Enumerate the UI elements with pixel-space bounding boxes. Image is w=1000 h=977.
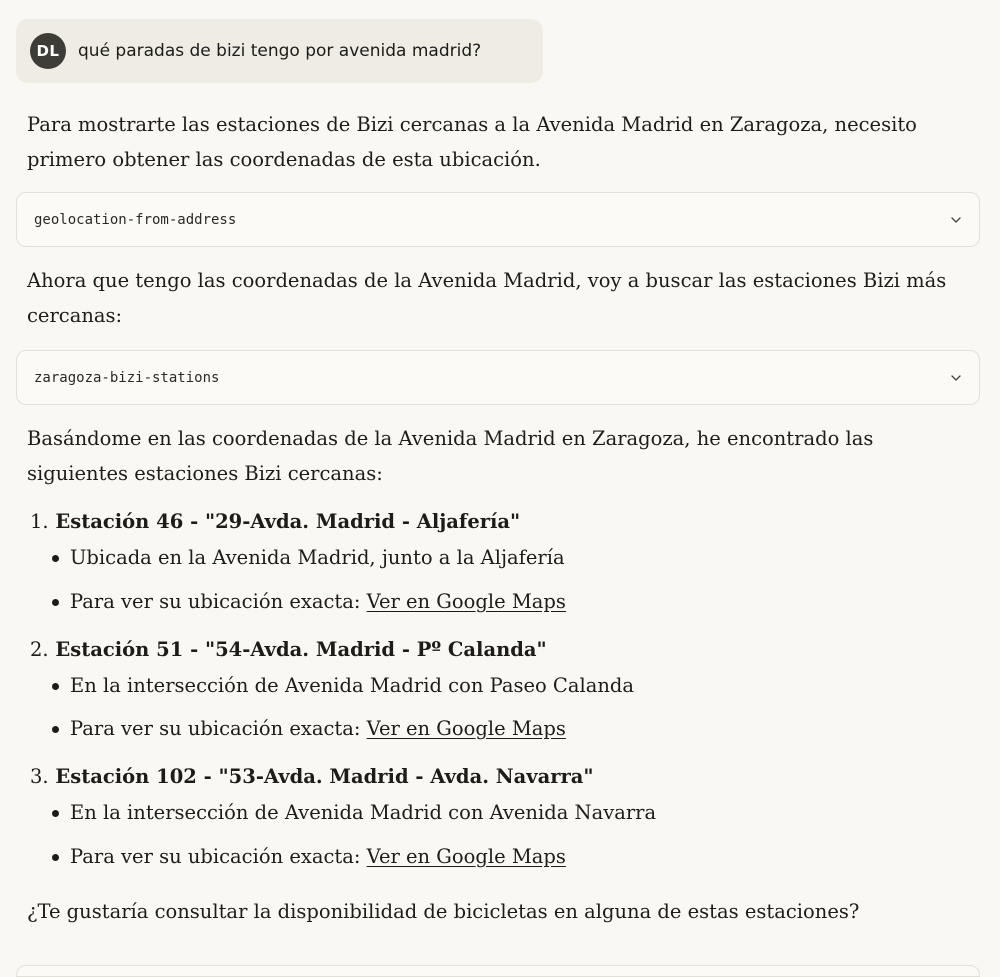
station-item-3-title: 3. Estación 102 - "53-Avda. Madrid - Avda. Navarra" <box>30 765 594 788</box>
station-title: Estación 46 - "29-Avda. Madrid - Aljafería" <box>55 510 521 533</box>
station-item-3-detail: En la intersección de Avenida Madrid con Avenida Navarra <box>70 798 656 828</box>
user-message-bubble <box>16 19 543 83</box>
station-item-2-location: Para ver su ubicación exacta: Ver en Google Maps <box>70 714 566 744</box>
next-panel-edge <box>16 965 980 977</box>
station-title: Estación 51 - "54-Avda. Madrid - Pº Calanda" <box>55 638 547 661</box>
user-message-text: qué paradas de bizi tengo por avenida madrid? <box>78 41 482 61</box>
google-maps-link[interactable]: Ver en Google Maps <box>366 590 566 613</box>
tool-call-geolocation[interactable] <box>16 192 980 247</box>
station-item-1-location: Para ver su ubicación exacta: Ver en Google Maps <box>70 587 566 617</box>
station-item-3-location: Para ver su ubicación exacta: Ver en Google Maps <box>70 842 566 872</box>
station-item-2-detail: En la intersección de Avenida Madrid con Paseo Calanda <box>70 671 634 701</box>
station-title: Estación 102 - "53-Avda. Madrid - Avda. Navarra" <box>55 765 594 788</box>
station-item-2-title: 2. Estación 51 - "54-Avda. Madrid - Pº Calanda" <box>30 638 547 661</box>
station-item-1-title: 1. Estación 46 - "29-Avda. Madrid - Aljafería" <box>30 510 521 533</box>
station-item-1-detail: Ubicada en la Avenida Madrid, junto a la Aljafería <box>70 543 565 573</box>
google-maps-link[interactable]: Ver en Google Maps <box>366 845 566 868</box>
user-avatar[interactable]: DL <box>30 33 66 69</box>
tool-call-bizi-stations[interactable] <box>16 350 980 405</box>
chevron-down-icon <box>949 371 963 385</box>
tool-call-name: geolocation-from-address <box>34 211 237 228</box>
google-maps-link[interactable]: Ver en Google Maps <box>366 717 566 740</box>
chevron-down-icon <box>949 213 963 227</box>
assistant-closing-question: ¿Te gustaría consultar la disponibilidad de bicicletas en alguna de estas estaciones? <box>27 900 860 923</box>
assistant-intro-1: Para mostrarte las estaciones de Bizi cercanas a la Avenida Madrid en Zaragoza, necesito primero obtener las coordenadas de esta ubicación. <box>27 113 917 171</box>
tool-call-name: zaragoza-bizi-stations <box>34 369 220 386</box>
assistant-intro-2: Ahora que tengo las coordenadas de la Avenida Madrid, voy a buscar las estaciones Bizi más cercanas: <box>27 269 947 327</box>
assistant-intro-3: Basándome en las coordenadas de la Avenida Madrid en Zaragoza, he encontrado las siguientes estaciones Bizi cercanas: <box>27 427 874 485</box>
